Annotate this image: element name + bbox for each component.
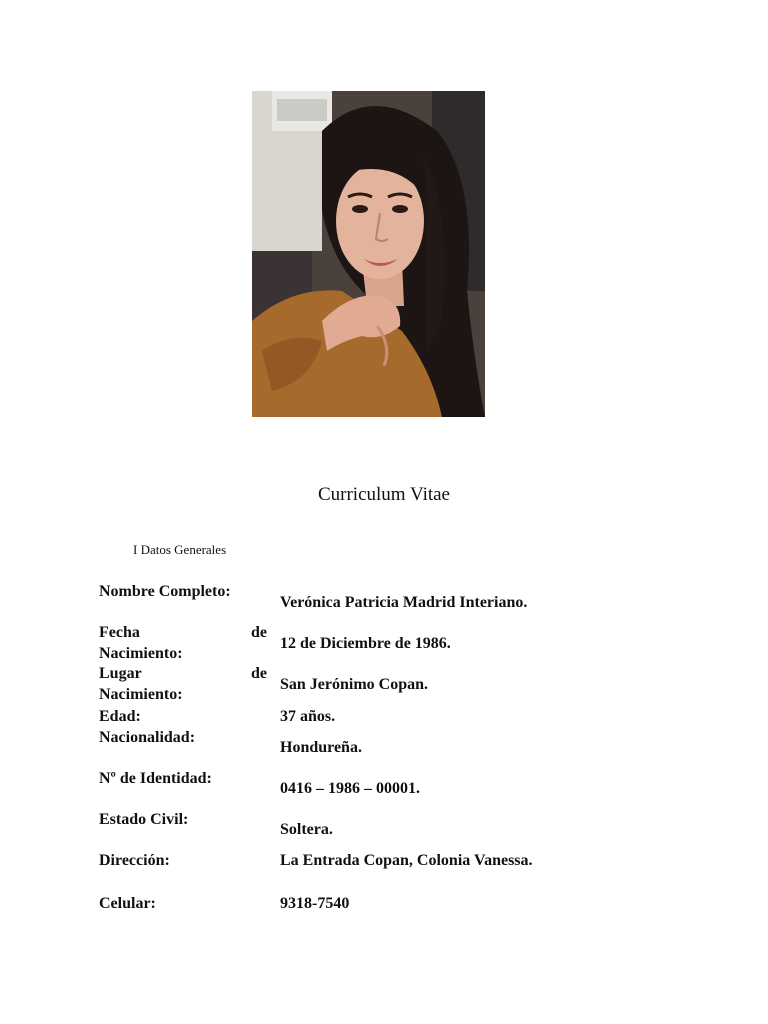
- section-heading: I Datos Generales: [133, 542, 227, 557]
- value-fecha-nacimiento: 12 de Diciembre de 1986.: [280, 635, 451, 652]
- label-lugar-word2: de: [251, 665, 267, 682]
- value-lugar-nacimiento: San Jerónimo Copan.: [280, 676, 429, 693]
- label-fecha-word1: Fecha: [99, 624, 140, 641]
- label-lugar-nacimiento: [99, 663, 267, 705]
- value-direccion: La Entrada Copan, Colonia Vanessa.: [280, 852, 533, 869]
- label-direccion: Dirección:: [99, 852, 170, 869]
- document-title: Curriculum Vitae: [317, 484, 450, 505]
- label-fecha-word3: Nacimiento:: [99, 645, 183, 662]
- value-identidad: 0416 – 1986 – 00001.: [280, 780, 420, 797]
- value-nombre: Verónica Patricia Madrid Interiano.: [280, 594, 528, 611]
- value-edad: 37 años.: [280, 708, 336, 725]
- value-estado-civil: Soltera.: [280, 821, 333, 838]
- value-nacionalidad: Hondureña.: [280, 739, 362, 756]
- label-lugar-word1: Lugar: [99, 665, 142, 682]
- value-celular: 9318-7540: [280, 895, 350, 912]
- label-estado-civil: Estado Civil:: [99, 811, 189, 828]
- label-identidad: Nº de Identidad:: [99, 770, 212, 787]
- label-nombre: Nombre Completo:: [99, 583, 231, 600]
- profile-photo: [252, 91, 485, 417]
- portrait-illustration: [252, 91, 485, 417]
- label-fecha-word2: de: [251, 624, 267, 641]
- label-fecha-nacimiento: [99, 622, 267, 664]
- label-nacionalidad: Nacionalidad:: [99, 729, 196, 746]
- label-lugar-word3: Nacimiento:: [99, 686, 183, 703]
- label-celular: Celular:: [99, 895, 156, 912]
- label-edad: Edad:: [99, 708, 141, 725]
